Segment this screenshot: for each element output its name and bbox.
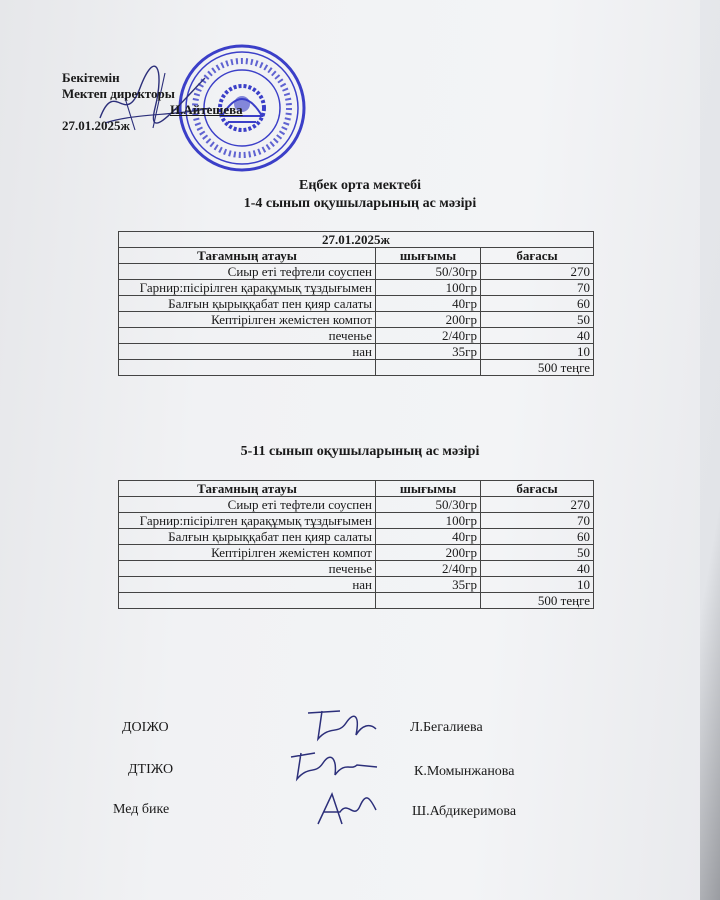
table-row [119,328,594,344]
dish-name: Кептірілген жемістен компот [119,545,376,561]
signer-name-1: Л.Бегалиева [410,720,483,735]
header-price: бағасы [481,248,594,264]
menu2-header-row [119,481,594,497]
menu1-title: 1-4 сынып оқушыларының ас мәзірі [243,196,477,211]
dish-name: печенье [119,328,376,344]
table-row [119,497,594,513]
dish-name: Гарнир:пісірілген қарақұмық тұздығымен [119,280,376,296]
dish-price: 70 [481,280,594,296]
approval-block [62,70,243,134]
signer-role-2: ДТІЖО [128,762,174,777]
menu1-header-row [119,248,594,264]
dish-yield: 50/30гр [376,264,481,280]
signature-3 [312,790,382,830]
dish-price: 270 [481,264,594,280]
approval-heading: Бекітемін [62,70,120,85]
dish-name: печенье [119,561,376,577]
dish-name: Сиыр еті тефтели соуспен [119,497,376,513]
dish-price: 10 [481,344,594,360]
dish-name: Гарнир:пісірілген қарақұмық тұздығымен [119,513,376,529]
dish-name: Кептірілген жемістен компот [119,312,376,328]
signature-2 [285,745,380,785]
signature-1 [300,705,380,745]
dish-yield: 2/40гр [376,561,481,577]
menu1-total-row [119,360,594,376]
signer-name-2: К.Момынжанова [414,764,515,779]
dish-price: 40 [481,328,594,344]
dish-name: Сиыр еті тефтели соуспен [119,264,376,280]
menu1-date: 27.01.2025ж [119,232,594,248]
dish-yield: 100гр [376,513,481,529]
dish-yield: 40гр [376,529,481,545]
table-row [119,280,594,296]
header-yield: шығымы [376,248,481,264]
header-dish-name: Тағамның атауы [119,248,376,264]
dish-price: 60 [481,296,594,312]
header-dish-name: Тағамның атауы [119,481,376,497]
signer-role-1: ДОІЖО [122,720,169,735]
dish-name: нан [119,344,376,360]
header-yield: шығымы [376,481,481,497]
dish-price: 270 [481,497,594,513]
dish-price: 10 [481,577,594,593]
dish-yield: 40гр [376,296,481,312]
table-row [119,264,594,280]
dish-name: Балғын қырыққабат пен қияр салаты [119,529,376,545]
dish-yield: 35гр [376,577,481,593]
table-row [119,529,594,545]
menu2-total-row [119,593,594,609]
menu1-total: 500 теңге [481,360,594,376]
dish-yield: 200гр [376,312,481,328]
dish-yield: 2/40гр [376,328,481,344]
approval-position: Мектеп директоры [62,86,175,101]
table-row [119,545,594,561]
director-name: Н.Айтешева [170,102,243,117]
dish-price: 50 [481,312,594,328]
dish-price: 60 [481,529,594,545]
dish-name: Балғын қырыққабат пен қияр салаты [119,296,376,312]
table-row [119,561,594,577]
dish-yield: 50/30гр [376,497,481,513]
signer-name-3: Ш.Абдикеримова [412,804,517,819]
dish-price: 50 [481,545,594,561]
signer-role-3: Мед бике [113,802,170,817]
menu1-table [118,231,594,376]
menu1-date-row [119,232,594,248]
dish-price: 40 [481,561,594,577]
header-price: бағасы [481,481,594,497]
dish-price: 70 [481,513,594,529]
menu2-total: 500 теңге [481,593,594,609]
table-row [119,312,594,328]
table-row [119,513,594,529]
table-row [119,296,594,312]
approval-date: 27.01.2025ж [62,118,130,133]
school-name: Еңбек орта мектебі [299,178,421,193]
dish-yield: 35гр [376,344,481,360]
table-row [119,577,594,593]
dish-yield: 100гр [376,280,481,296]
table-row [119,344,594,360]
menu2-table [118,480,594,609]
menu2-title: 5-11 сынып оқушыларының ас мәзірі [240,444,480,459]
dish-yield: 200гр [376,545,481,561]
dish-name: нан [119,577,376,593]
